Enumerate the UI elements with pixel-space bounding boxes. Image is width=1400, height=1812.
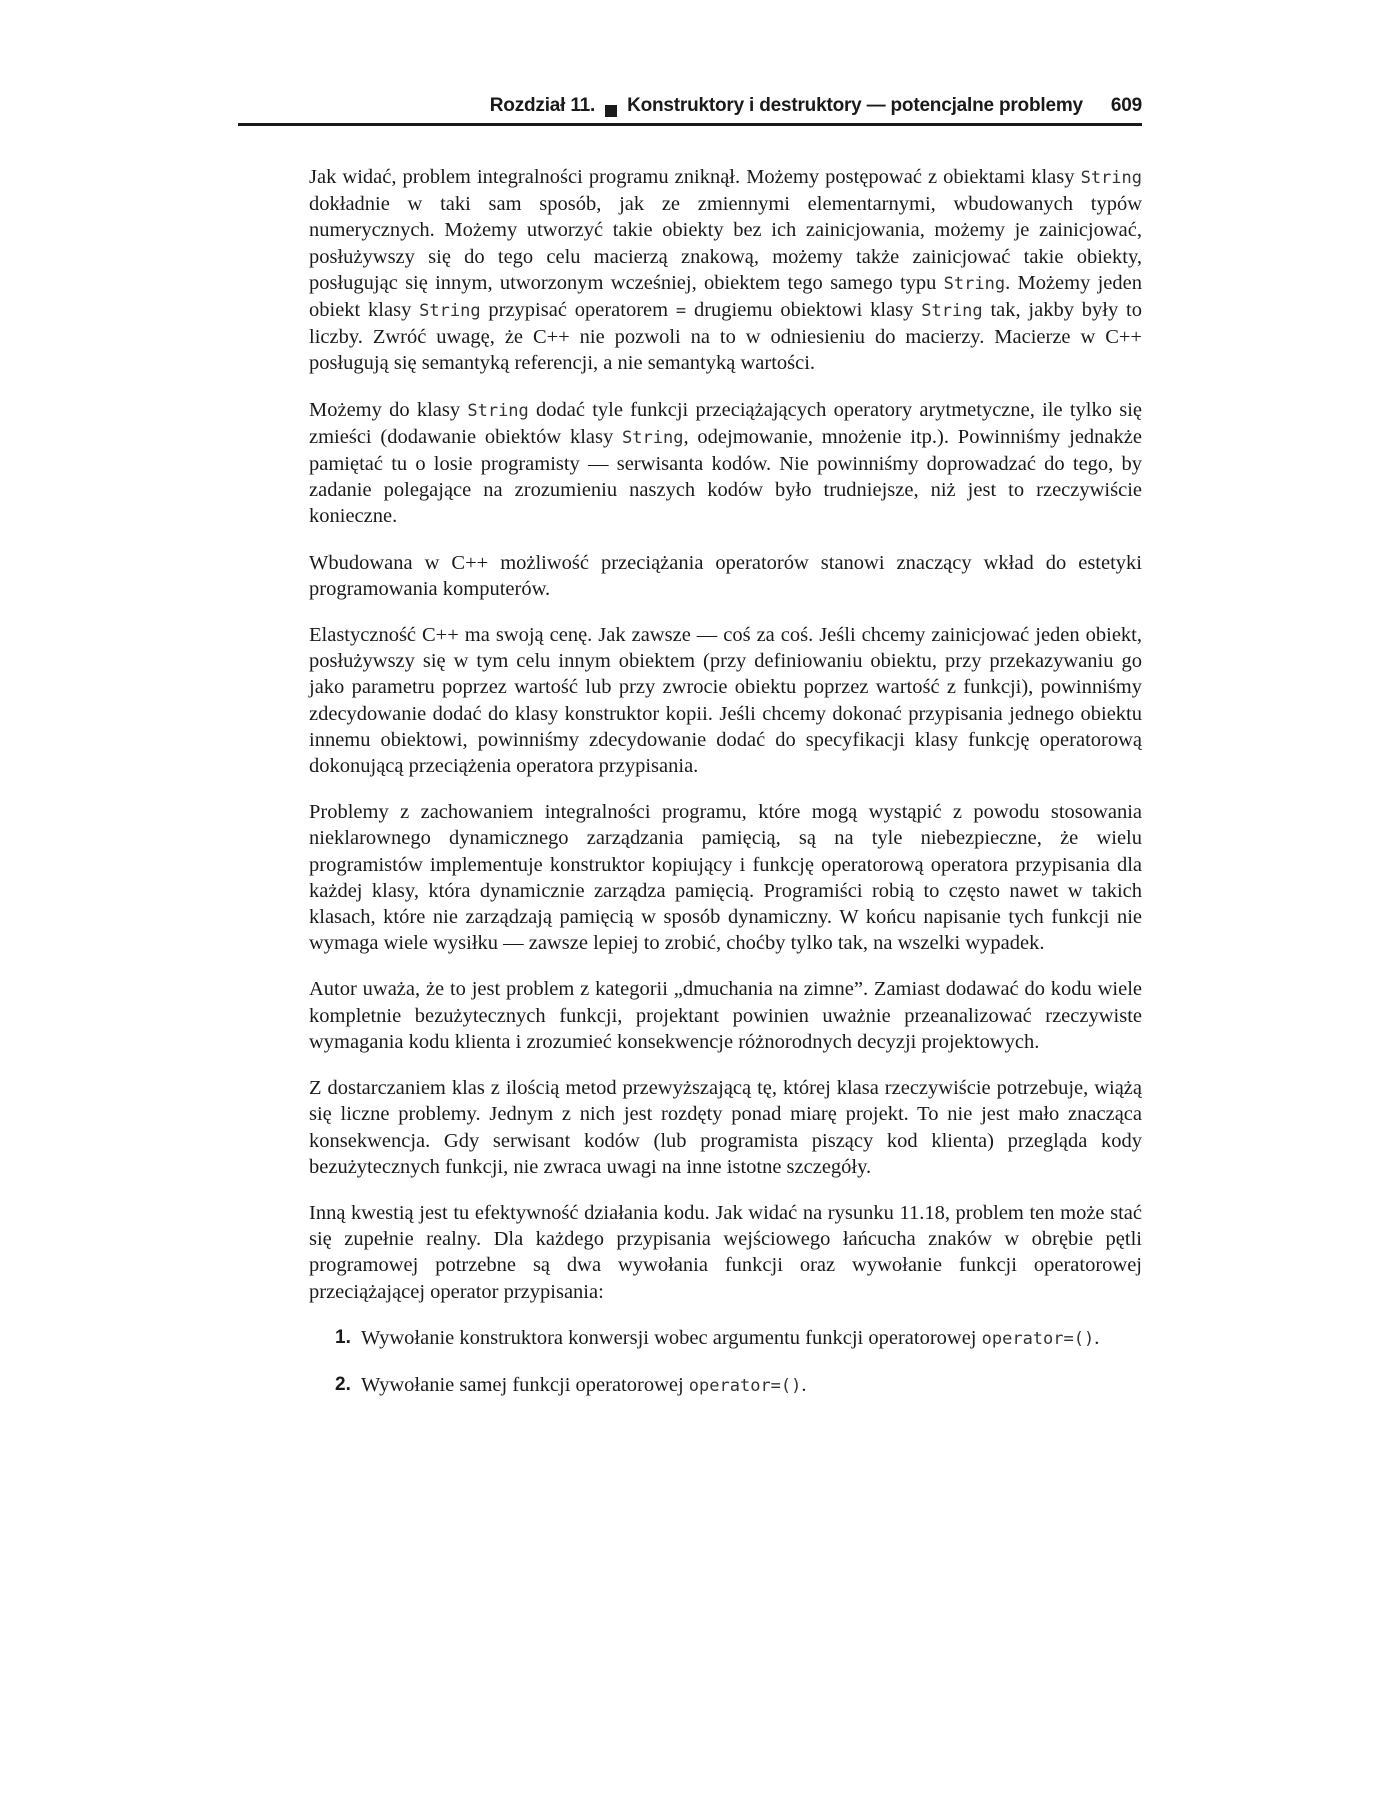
numbered-list — [309, 1325, 1142, 1399]
list-item — [309, 1372, 1142, 1399]
text-run: Wywołanie samej funkcji operatorowej — [361, 1373, 689, 1396]
code-identifier: String — [467, 400, 529, 421]
text-run: , odejmowanie, mnożenie itp.). Powinniśmy jednakże pamiętać tu o losie programisty — serwisanta kodów. Nie powinniśmy doprowadzać do tego, by zadanie polegające na zrozumieniu naszych kodów było trudniejsze, niż jest to rzeczywiście konieczne. — [309, 425, 1142, 528]
text-run: Możemy do klasy — [309, 398, 468, 421]
code-identifier: String — [921, 301, 983, 322]
text-run: . — [1094, 1326, 1100, 1349]
list-item — [309, 1325, 1142, 1352]
text-run: Wywołanie konstruktora konwersji wobec argumentu funkcji operatorowej — [361, 1326, 982, 1349]
list-number: 1. — [335, 1326, 351, 1348]
code-identifier: String — [943, 273, 1006, 294]
running-header — [238, 92, 1142, 126]
text-run: Z dostarczaniem klas z ilością metod przewyższającą tę, której klasa rzeczywiście potrzebuje, wiążą się liczne problemy. Jednym z nich jest rozdęty ponad miarę projekt. To nie jest mało znacząca konsekwencja. Gdy serwisant kodów (lub programista piszący kod klienta) przegląda kody bezużytecznych funkcji, nie zwraca uwagi na inne istotne szczegóły. — [309, 1077, 1142, 1178]
text-run: drugiemu obiektowi klasy — [686, 299, 922, 322]
paragraph — [309, 550, 1142, 602]
text-run: tak, jakby były to liczby. Zwróć uwagę, że C++ nie pozwoli na to w odniesieniu do macierzy. Macierze w C++ posługują się semantyką referencji, a nie semantyką wartości. — [309, 299, 1142, 375]
list-item-text — [361, 1325, 1142, 1352]
body-text — [309, 164, 1142, 1419]
square-bullet-icon — [605, 105, 617, 117]
chapter-label: Rozdział 11. — [489, 95, 596, 116]
text-run: Inną kwestią jest tu efektywność działania kodu. Jak widać na rysunku 11.18, problem ten może stać się zupełnie realny. Dla każdego przypisania wejściowego łańcucha znaków w obrębie pętli programowej potrzebne są dwa wywołania funkcji oraz wywołanie funkcji operatorowej przeciążającej operator przypisania: — [309, 1201, 1142, 1303]
paragraph — [309, 622, 1142, 779]
paragraph — [309, 164, 1142, 377]
text-run: . Możemy jeden obiekt klasy — [309, 271, 1142, 322]
text-run: przypisać operatorem — [480, 299, 676, 322]
code-identifier: operator=() — [981, 1328, 1095, 1349]
paragraph — [309, 1200, 1142, 1305]
text-run: Problemy z zachowaniem integralności programu, które mogą wystąpić z powodu stosowania nieklarownego dynamicznego zarządzania pamięcią, są na tyle niebezpieczne, że wielu programistów implementuje konstruktor kopiujący i funkcję operatorową operatora przypisania dla każdej klasy, która dynamicznie zarządza pamięcią. Programiści robią to często nawet w takich klasach, które nie zarządzają pamięcią w sposób dynamiczny. W końcu napisanie tych funkcji nie wymaga wiele wysiłku — zawsze lepiej to zrobić, choćby tylko tak, na wszelki wypadek. — [309, 801, 1142, 955]
text-run: Wbudowana w C++ możliwość przeciążania operatorów stanowi znaczący wkład do estetyki programowania komputerów. — [309, 551, 1142, 600]
paragraph — [309, 397, 1142, 530]
text-run: . — [801, 1373, 807, 1396]
paragraph — [309, 799, 1142, 956]
text-run: Jak widać, problem integralności programu zniknął. Możemy postępować z obiektami klasy — [309, 166, 1081, 188]
code-identifier: operator=() — [688, 1375, 802, 1396]
code-identifier: = — [675, 301, 687, 322]
paragraph — [309, 1075, 1142, 1180]
paragraph — [309, 976, 1142, 1055]
chapter-title: Konstruktory i destruktory — potencjalne problemy — [627, 95, 1083, 116]
list-item-text — [361, 1372, 1142, 1399]
text-run: Autor uważa, że to jest problem z kategorii „dmuchania na zimne”. Zamiast dodawać do kodu wiele kompletnie bezużytecznych funkcji, projektant powinien uważnie przeanalizować rzeczywiste wymagania kodu klienta i zrozumieć konsekwencje różnorodnych decyzji projektowych. — [309, 978, 1142, 1053]
text-run: dokładnie w taki sam sposób, jak ze zmiennymi elementarnymi, wbudowanych typów numerycznych. Możemy utworzyć takie obiekty bez ich zainicjowania, możemy je zainicjować, posłużywszy się do tego celu macierzą znakową, możemy także zainicjować takie obiekty, posługując się innym, utworzonym wcześniej, obiektem tego samego typu — [309, 193, 1142, 294]
page-number: 609 — [1110, 95, 1142, 116]
code-identifier: String — [1080, 168, 1142, 188]
code-identifier: String — [419, 301, 481, 322]
text-run: dodać tyle funkcji przeciążających operatory arytmetyczne, ile tylko się zmieści (dodawanie obiektów klasy — [309, 398, 1142, 448]
code-identifier: String — [622, 427, 684, 448]
list-number: 2. — [335, 1373, 351, 1395]
text-run: Elastyczność C++ ma swoją cenę. Jak zawsze — coś za coś. Jeśli chcemy zainicjować jeden obiekt, posłużywszy się w tym celu innym obiektem (przy definiowaniu obiektu, przy przekazywaniu go jako parametru poprzez wartość lub przy zwrocie obiektu poprzez wartość z funkcji), powinniśmy zdecydowanie dodać do klasy konstruktor kopii. Jeśli chcemy dokonać przypisania jednego obiektu innemu obiektowi, powinniśmy zdecydowanie dodać do specyfikacji klasy funkcję operatorową dokonującą przeciążenia operatora przypisania. — [309, 624, 1142, 778]
